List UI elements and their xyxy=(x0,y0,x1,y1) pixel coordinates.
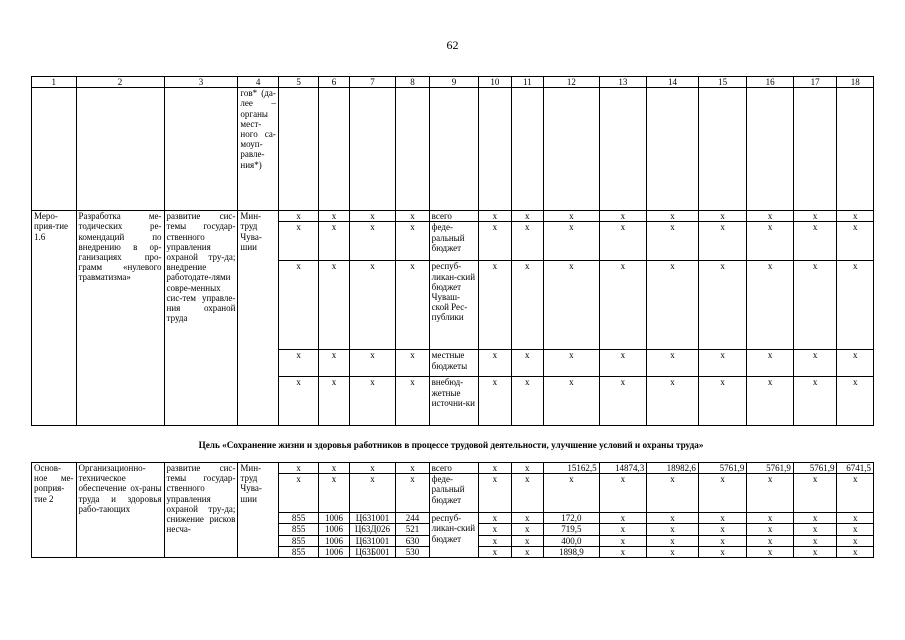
value-cell: 6741,5 xyxy=(837,463,874,474)
value-cell: x xyxy=(543,222,599,261)
value-cell: x xyxy=(479,377,511,426)
value-cell: x xyxy=(278,377,318,426)
funding-source-cell: всего xyxy=(429,463,479,474)
value-cell: x xyxy=(698,535,747,546)
value-cell: x xyxy=(599,261,647,350)
value-cell: x xyxy=(793,474,837,513)
value-cell: x xyxy=(511,211,543,222)
value-cell: x xyxy=(396,350,429,377)
value-cell: x xyxy=(349,474,396,513)
value-cell: x xyxy=(479,261,511,350)
funding-source-cell: феде-ральный бюджет xyxy=(429,474,479,513)
value-cell: 1898,9 xyxy=(543,546,599,557)
value-cell: x xyxy=(511,261,543,350)
value-cell: x xyxy=(479,474,511,513)
value-cell: x xyxy=(319,377,349,426)
value-cell: x xyxy=(747,474,794,513)
value-cell: 530 xyxy=(396,546,429,557)
value-cell: Ц63Д026 xyxy=(349,524,396,535)
value-cell: x xyxy=(319,350,349,377)
value-cell: x xyxy=(599,211,647,222)
value-cell: x xyxy=(747,261,794,350)
value-cell: x xyxy=(349,377,396,426)
value-cell: x xyxy=(479,463,511,474)
value-cell: x xyxy=(599,513,647,524)
funding-source-cell: респуб-ликан-ский бюджет Чуваш-ской Рес-публики xyxy=(429,261,479,350)
value-cell: x xyxy=(747,513,794,524)
value-cell: x xyxy=(599,377,647,426)
value-cell: 1006 xyxy=(319,535,349,546)
value-cell: x xyxy=(599,222,647,261)
value-cell: Ц631001 xyxy=(349,535,396,546)
value-cell: x xyxy=(698,377,747,426)
program-table-part2 xyxy=(31,462,874,558)
value-cell: x xyxy=(319,211,349,222)
value-cell: x xyxy=(319,463,349,474)
column-number-cell: 12 xyxy=(543,77,599,88)
value-cell: x xyxy=(543,211,599,222)
value-cell: x xyxy=(511,546,543,557)
column-number-cell: 17 xyxy=(793,77,837,88)
funding-source-cell: феде-ральный бюджет xyxy=(429,222,479,261)
value-cell: x xyxy=(349,463,396,474)
value-cell: x xyxy=(599,350,647,377)
value-cell: x xyxy=(543,350,599,377)
value-cell: x xyxy=(396,222,429,261)
value-cell: x xyxy=(647,513,699,524)
measure-goal-cell: развитие сис-темы государ-ственного управления охраной тру-да; внедрение работодате-лями совре-менных сис-тем управле-ния охраной труда xyxy=(164,211,238,426)
value-cell: x xyxy=(793,546,837,557)
value-cell: x xyxy=(647,261,699,350)
value-cell: x xyxy=(647,222,699,261)
value-cell: x xyxy=(837,350,874,377)
value-cell: x xyxy=(698,222,747,261)
value-cell: 400,0 xyxy=(543,535,599,546)
value-cell: x xyxy=(278,211,318,222)
value-cell: x xyxy=(278,261,318,350)
value-cell: x xyxy=(396,261,429,350)
value-cell: Ц63Б001 xyxy=(349,546,396,557)
value-cell: x xyxy=(479,222,511,261)
value-cell: x xyxy=(793,222,837,261)
value-cell: x xyxy=(837,261,874,350)
value-cell: x xyxy=(319,474,349,513)
value-cell: x xyxy=(747,211,794,222)
value-cell: x xyxy=(747,222,794,261)
value-cell: x xyxy=(837,222,874,261)
value-cell: x xyxy=(396,463,429,474)
value-cell: x xyxy=(793,524,837,535)
value-cell: x xyxy=(349,222,396,261)
value-cell: x xyxy=(349,261,396,350)
value-cell: x xyxy=(479,535,511,546)
value-cell: 14874,3 xyxy=(599,463,647,474)
value-cell: 630 xyxy=(396,535,429,546)
value-cell: x xyxy=(647,524,699,535)
value-cell: x xyxy=(793,377,837,426)
column-number-cell: 8 xyxy=(396,77,429,88)
value-cell: x xyxy=(599,535,647,546)
value-cell: x xyxy=(511,513,543,524)
value-cell: x xyxy=(698,546,747,557)
value-cell: x xyxy=(396,474,429,513)
value-cell: x xyxy=(479,513,511,524)
value-cell: x xyxy=(698,261,747,350)
value-cell: x xyxy=(647,377,699,426)
funding-source-cell: местные бюджеты xyxy=(429,350,479,377)
value-cell: 855 xyxy=(278,535,318,546)
funding-source-cell: всего xyxy=(429,211,479,222)
column-number-cell: 4 xyxy=(238,77,278,88)
column-number-cell: 13 xyxy=(599,77,647,88)
table-row xyxy=(32,463,874,474)
value-cell: x xyxy=(647,546,699,557)
value-cell: 855 xyxy=(278,513,318,524)
value-cell: x xyxy=(278,474,318,513)
value-cell: x xyxy=(511,377,543,426)
column-number-cell: 18 xyxy=(837,77,874,88)
value-cell: x xyxy=(511,350,543,377)
value-cell: x xyxy=(543,474,599,513)
program-table-part1 xyxy=(31,76,874,426)
value-cell: 1006 xyxy=(319,513,349,524)
column-number-cell: 15 xyxy=(698,77,747,88)
value-cell: 855 xyxy=(278,524,318,535)
value-cell: x xyxy=(479,524,511,535)
continuation-executor: гов* (да-лее – органы мест-ного са-моуп-равле-ния*) xyxy=(238,88,278,211)
value-cell: x xyxy=(511,463,543,474)
value-cell: 5761,9 xyxy=(793,463,837,474)
column-number-cell: 1 xyxy=(32,77,77,88)
value-cell: x xyxy=(698,524,747,535)
column-number-cell: 7 xyxy=(349,77,396,88)
column-number-cell: 5 xyxy=(278,77,318,88)
measure-number-cell: Основ-ное ме-роприя-тие 2 xyxy=(32,463,77,558)
column-number-cell: 14 xyxy=(647,77,699,88)
value-cell: x xyxy=(747,350,794,377)
column-number-cell: 9 xyxy=(429,77,479,88)
value-cell: x xyxy=(698,211,747,222)
value-cell: x xyxy=(278,463,318,474)
value-cell: 15162,5 xyxy=(543,463,599,474)
measure-name-cell: Организационно-техническое обеспечение ох-раны труда и здоровья рабо-тающих xyxy=(76,463,164,558)
page-number: 62 xyxy=(446,38,459,52)
value-cell: x xyxy=(479,350,511,377)
executor-cell: Мин-труд Чува-шии xyxy=(238,211,278,426)
value-cell: x xyxy=(599,546,647,557)
column-number-row xyxy=(32,77,874,88)
value-cell: x xyxy=(793,211,837,222)
value-cell: x xyxy=(837,535,874,546)
funding-source-cell: внебюд-жетные источни-ки xyxy=(429,377,479,426)
value-cell: x xyxy=(747,546,794,557)
value-cell: x xyxy=(599,474,647,513)
value-cell: x xyxy=(349,350,396,377)
value-cell: x xyxy=(543,377,599,426)
value-cell: x xyxy=(793,350,837,377)
value-cell: 18982,6 xyxy=(647,463,699,474)
value-cell: x xyxy=(479,211,511,222)
value-cell: 172,0 xyxy=(543,513,599,524)
value-cell: x xyxy=(278,222,318,261)
value-cell: 1006 xyxy=(319,546,349,557)
measure-name-cell: Разработка ме-тодических ре-комендаций по внедрению в ор-ганизациях про-грамм «нулевого травматизма» xyxy=(76,211,164,426)
value-cell: 1006 xyxy=(319,524,349,535)
value-cell: 5761,9 xyxy=(698,463,747,474)
value-cell: 719,5 xyxy=(543,524,599,535)
value-cell: x xyxy=(698,474,747,513)
value-cell: x xyxy=(837,546,874,557)
value-cell: x xyxy=(396,211,429,222)
value-cell: x xyxy=(511,535,543,546)
value-cell: x xyxy=(511,474,543,513)
column-number-cell: 6 xyxy=(319,77,349,88)
value-cell: x xyxy=(747,535,794,546)
value-cell: 244 xyxy=(396,513,429,524)
value-cell: x xyxy=(278,350,318,377)
measure-goal-cell: развитие сис-темы государ-ственного управления охраной тру-да; снижение рисков несча- xyxy=(164,463,238,558)
column-number-cell: 10 xyxy=(479,77,511,88)
value-cell: x xyxy=(647,350,699,377)
goal-heading: Цель «Сохранение жизни и здоровья работников в процессе трудовой деятельности, улучшение условий и охраны труда» xyxy=(198,440,704,450)
value-cell: x xyxy=(837,474,874,513)
value-cell: x xyxy=(319,222,349,261)
column-number-cell: 16 xyxy=(747,77,794,88)
value-cell: x xyxy=(793,535,837,546)
column-number-cell: 3 xyxy=(164,77,238,88)
value-cell: x xyxy=(793,261,837,350)
value-cell: x xyxy=(698,350,747,377)
column-number-cell: 11 xyxy=(511,77,543,88)
value-cell: Ц631001 xyxy=(349,513,396,524)
continuation-row xyxy=(32,88,874,211)
value-cell: x xyxy=(396,377,429,426)
funding-source-cell: респуб-ликан-ский бюджет xyxy=(429,513,479,558)
value-cell: x xyxy=(837,513,874,524)
value-cell: x xyxy=(319,261,349,350)
value-cell: x xyxy=(698,513,747,524)
value-cell: x xyxy=(543,261,599,350)
column-number-cell: 2 xyxy=(76,77,164,88)
value-cell: 5761,9 xyxy=(747,463,794,474)
value-cell: x xyxy=(747,524,794,535)
executor-cell: Мин-труд Чува-шии xyxy=(238,463,278,558)
value-cell: x xyxy=(599,524,647,535)
table-row xyxy=(32,211,874,222)
value-cell: x xyxy=(747,377,794,426)
value-cell: x xyxy=(837,377,874,426)
value-cell: x xyxy=(479,546,511,557)
value-cell: x xyxy=(511,524,543,535)
measure-number-cell: Меро-прия-тие 1.6 xyxy=(32,211,77,426)
value-cell: x xyxy=(647,211,699,222)
value-cell: x xyxy=(837,524,874,535)
value-cell: 855 xyxy=(278,546,318,557)
value-cell: x xyxy=(647,474,699,513)
value-cell: 521 xyxy=(396,524,429,535)
value-cell: x xyxy=(647,535,699,546)
value-cell: x xyxy=(511,222,543,261)
value-cell: x xyxy=(837,211,874,222)
value-cell: x xyxy=(349,211,396,222)
value-cell: x xyxy=(793,513,837,524)
